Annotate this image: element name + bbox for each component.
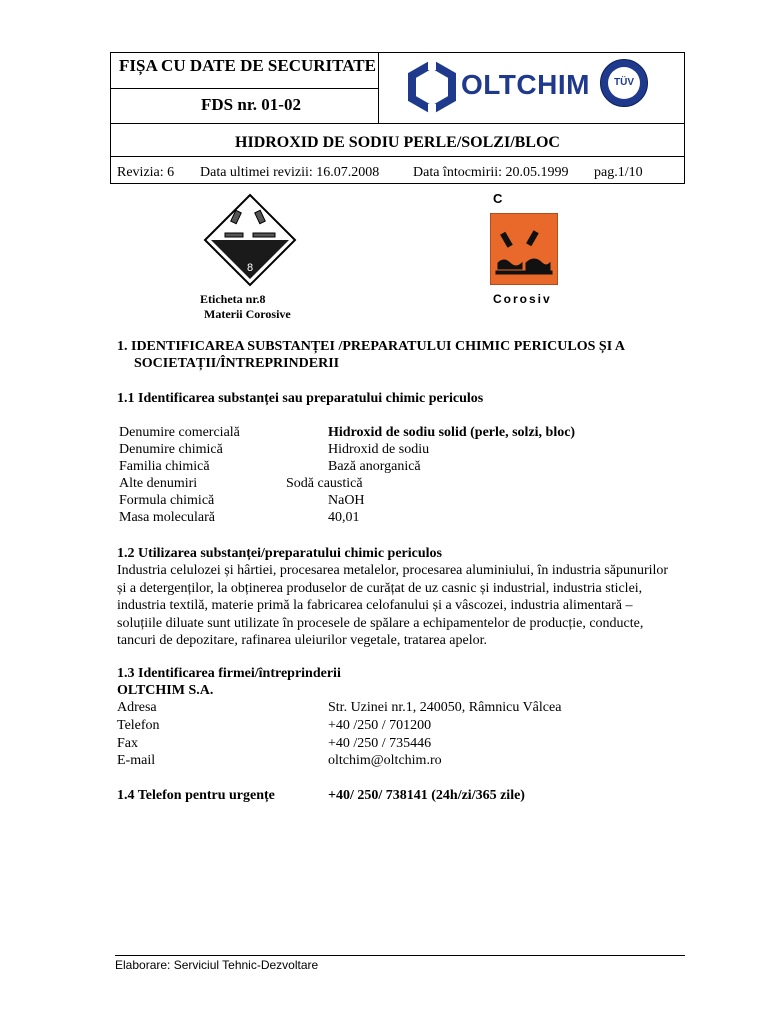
contact-label: Telefon	[117, 718, 160, 733]
contact-label: Fax	[117, 736, 138, 751]
product-name: HIDROXID DE SODIU PERLE/SOLZI/BLOC	[235, 134, 560, 151]
contact-label: E-mail	[117, 753, 156, 768]
header-divider	[378, 53, 379, 123]
contact-value: oltchim@oltchim.ro	[328, 753, 442, 768]
usage-line: soluțiile diluate sunt utilizate în procesele de spălare a echipamentelor de producție, conducte,	[117, 615, 644, 631]
header-divider	[111, 88, 378, 89]
document-title: FIȘA CU DATE DE SECURITATE	[119, 56, 376, 75]
section1-heading-line1: 1. IDENTIFICAREA SUBSTANȚEI /PREPARATULUI CHIMIC PERICULOS ȘI A	[117, 339, 625, 354]
contact-value: +40 /250 / 735446	[328, 736, 432, 751]
creation-date: Data întocmirii: 20.05.1999	[413, 165, 569, 180]
company-name: OLTCHIM S.A.	[117, 683, 214, 698]
table-row-label: Formula chimică	[119, 493, 215, 508]
tuv-badge-label: TÜV	[614, 77, 634, 88]
usage-line: Industria celulozei și hârtiei, procesarea metalelor, procesarea aluminiului, în industria săpunurilor	[117, 563, 669, 578]
usage-line: industria textilă, materie primă la fabricarea celofanului și a vâscozei, industria alimentară –	[117, 598, 633, 613]
header-divider	[111, 156, 684, 157]
section1-heading	[117, 338, 625, 372]
usage-line: și a detergenților, la obținerea produselor de curățat de uz casnic și industrial, industria sticlei,	[117, 580, 643, 596]
label8-caption-line2: Materii Corosive	[204, 307, 291, 321]
footer-text: Elaborare: Serviciul Tehnic-Dezvoltare	[115, 958, 319, 972]
table-row-label: Masa moleculară	[119, 510, 216, 525]
footer-divider	[115, 955, 685, 956]
table-row-label: Denumire chimică	[119, 442, 223, 457]
table-row-value: Hidroxid de sodiu solid (perle, solzi, bloc)	[328, 425, 576, 440]
contact-label: Adresa	[117, 700, 157, 715]
table-row-label: Familia chimică	[119, 459, 210, 474]
revision-number: Revizia: 6	[117, 165, 175, 180]
table-row-value: Bază anorganică	[328, 459, 421, 474]
corrosive-symbol-letter: C	[493, 191, 503, 206]
oltchim-logo-icon	[406, 61, 458, 113]
section1-3-title: 1.3 Identificarea firmei/întreprinderii	[117, 666, 341, 681]
label8-caption	[200, 292, 291, 322]
label8-caption-line1: Eticheta nr.8	[200, 292, 266, 306]
label8-number: 8	[246, 262, 254, 274]
header-divider	[111, 123, 684, 124]
table-row-value: 40,01	[328, 510, 360, 525]
section1-heading-line2: SOCIETAȚII/ÎNTREPRINDERII	[134, 356, 340, 371]
contact-value: +40 /250 / 701200	[328, 718, 432, 733]
tuv-certification-icon	[600, 59, 648, 107]
oltchim-logo-text: OLTCHIM	[461, 69, 590, 100]
table-row-label: Alte denumiri	[119, 476, 198, 491]
last-revision-date: Data ultimei revizii: 16.07.2008	[200, 165, 380, 180]
table-row-value: Hidroxid de sodiu	[328, 442, 430, 457]
corrosive-label8-icon	[203, 193, 297, 287]
corrosive-caption: Corosiv	[493, 292, 552, 306]
page-number: pag.1/10	[594, 165, 643, 180]
fds-number: FDS nr. 01-02	[201, 95, 301, 114]
corrosive-hazard-icon	[490, 213, 558, 285]
table-row-value: Sodă caustică	[286, 476, 363, 491]
section1-4-title: 1.4 Telefon pentru urgențe	[117, 788, 275, 803]
document-header	[110, 52, 685, 184]
table-row-value: NaOH	[328, 493, 365, 508]
usage-line: tancuri de depozitare, rafinarea uleiurilor vegetale, tratarea apelor.	[117, 633, 488, 648]
emergency-phone: +40/ 250/ 738141 (24h/zi/365 zile)	[328, 788, 525, 803]
section1-2-title: 1.2 Utilizarea substanței/preparatului chimic periculos	[117, 546, 442, 561]
section1-1-title: 1.1 Identificarea substanței sau preparatului chimic periculos	[117, 391, 484, 406]
contact-value: Str. Uzinei nr.1, 240050, Râmnicu Vâlcea	[328, 700, 562, 715]
usage-paragraph	[117, 562, 687, 650]
table-row-label: Denumire comercială	[119, 425, 240, 440]
